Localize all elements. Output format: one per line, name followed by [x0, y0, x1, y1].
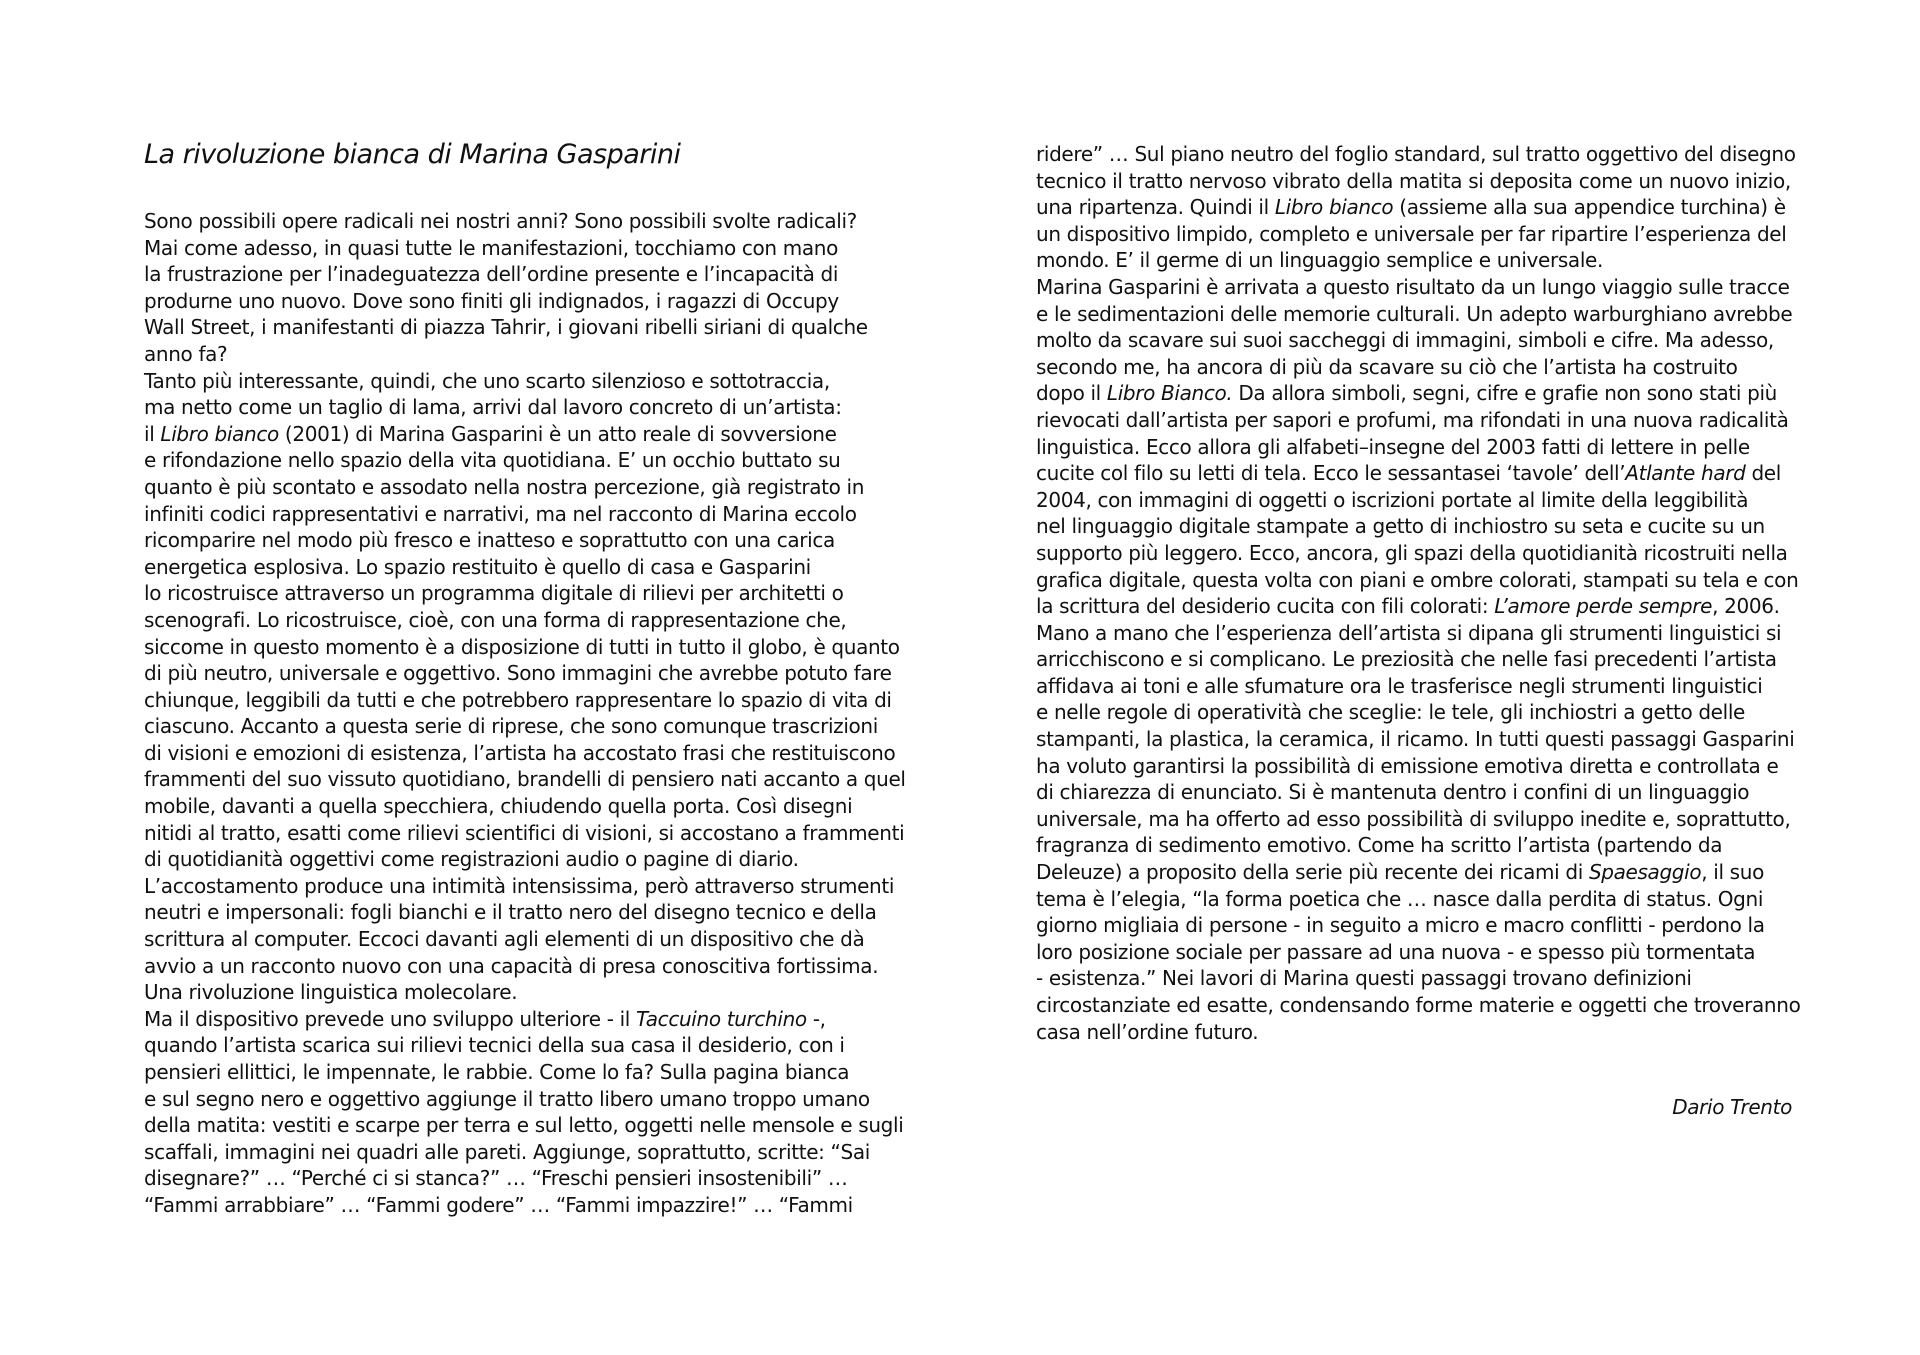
text-line: della matita: vestiti e scarpe per terra e sul letto, oggetti nelle mensole e sugli — [144, 1113, 904, 1138]
text-line: quanto è più scontato e assodato nella nostra percezione, già registrato in — [144, 474, 865, 499]
text-line: di visioni e emozioni di esistenza, l’artista ha accostato frasi che restituiscono — [144, 740, 896, 765]
text-line: loro posizione sociale per passare ad una nuova - e spesso più tormentata — [1036, 939, 1756, 964]
text-line: secondo me, ha ancora di più da scavare su ciò che l’artista ha costruito — [1036, 354, 1738, 379]
text-line: ha voluto garantirsi la possibilità di emissione emotiva diretta e controllata e — [1036, 753, 1779, 778]
text-line: pensieri ellittici, le impennate, le rabbie. Come lo fa? Sulla pagina bianca — [144, 1060, 850, 1084]
text-line: Una rivoluzione linguistica molecolare. — [144, 980, 518, 1005]
article-title: La rivoluzione bianca di Marina Gasparini — [144, 139, 681, 170]
text-line: molto da scavare sui suoi saccheggi di immagini, simboli e cifre. Ma adesso, — [1036, 328, 1774, 353]
text-line: affidava ai toni e alle sfumature ora le trasferisce negli strumenti linguistici — [1036, 673, 1763, 698]
text-line: universale, ma ha offerto ad esso possibilità di sviluppo inedite e, soprattutto, — [1036, 806, 1791, 831]
italic-title: Libro Bianco. — [1106, 381, 1233, 406]
text-line: energetica esplosiva. Lo spazio restituito è quello di casa e Gasparini — [144, 554, 811, 579]
text-line: Deleuze) a proposito della serie più recente dei ricami di Spaesaggio, il suo — [1036, 860, 1764, 885]
text-line: 2004, con immagini di oggetti o iscrizioni portate al limite della leggibilità — [1036, 487, 1749, 512]
text-line: dopo il Libro Bianco. Da allora simboli, segni, cifre e grafie non sono stati più — [1036, 381, 1777, 406]
italic-title: Libro bianco — [1274, 195, 1394, 220]
text-line: tema è l’elegia, “la forma poetica che … nasce dalla perdita di status. Ogni — [1036, 886, 1764, 911]
text-line: nel linguaggio digitale stampate a getto di inchiostro su seta e cucite su un — [1036, 514, 1765, 539]
text-line: Mai come adesso, in quasi tutte le manifestazioni, tocchiamo con mano — [144, 235, 838, 260]
text-line: mobile, davanti a quella specchiera, chiudendo quella porta. Così disegni — [144, 794, 853, 819]
text-line: casa nell’ordine futuro. — [1036, 1019, 1259, 1044]
text-line: di più neutro, universale e oggettivo. Sono immagini che avrebbe potuto fare — [144, 661, 892, 686]
text-line: cucite col filo su letti di tela. Ecco le sessantasei ‘tavole’ dell’Atlante hard del — [1036, 461, 1781, 486]
text-line: rievocati dall’artista per sapori e profumi, ma rifondati in una nuova radicalità — [1036, 407, 1789, 432]
text-line: neutri e impersonali: fogli bianchi e il tratto nero del disegno tecnico e della — [144, 900, 877, 925]
italic-title: Spaesaggio — [1588, 860, 1702, 885]
text-line: Mano a mano che l’esperienza dell’artista si dipana gli strumenti linguistici si — [1036, 620, 1782, 645]
text-line: frammenti del suo vissuto quotidiano, brandelli di pensiero nati accanto a quel — [144, 767, 906, 792]
author-signature: Dario Trento — [1672, 1095, 1792, 1119]
italic-title: Taccuino turchino — [636, 1006, 807, 1031]
text-line: il Libro bianco (2001) di Marina Gasparini è un atto reale di sovversione — [144, 421, 837, 446]
text-line: scenografi. Lo ricostruisce, cioè, con una forma di rappresentazione che, — [144, 607, 847, 632]
text-line: produrne uno nuovo. Dove sono finiti gli indignados, i ragazzi di Occupy — [144, 288, 839, 313]
text-line: lo ricostruisce attraverso un programma digitale di rilievi per architetti o — [144, 581, 844, 606]
text-line: scaffali, immagini nei quadri alle pareti. Aggiunge, soprattutto, scritte: “Sai — [144, 1139, 871, 1164]
text-line: di quotidianità oggettivi come registrazioni audio o pagine di diario. — [144, 847, 799, 872]
text-line: ridere” … Sul piano neutro del foglio standard, sul tratto oggettivo del disegno — [1036, 142, 1796, 166]
text-line: un dispositivo limpido, completo e universale per far ripartire l’esperienza del — [1036, 221, 1787, 246]
text-line: Sono possibili opere radicali nei nostri anni? Sono possibili svolte radicali? — [144, 209, 857, 233]
text-line: ricomparire nel modo più fresco e inatteso e soprattutto con una carica — [144, 528, 835, 553]
text-line: avvio a un racconto nuovo con una capacità di presa conoscitiva fortissima. — [144, 953, 879, 978]
italic-title: Libro bianco — [160, 421, 279, 446]
text-line: quando l’artista scarica sui rilievi tecnici della sua casa il desiderio, con i — [144, 1033, 845, 1058]
text-column-left — [144, 208, 924, 1219]
text-line: Tanto più interessante, quindi, che uno scarto silenzioso e sottotraccia, — [144, 368, 830, 393]
italic-title: Atlante hard — [1625, 461, 1746, 486]
text-line: nitidi al tratto, esatti come rilievi scientifici di visioni, si accostano a frammenti — [144, 820, 905, 845]
text-line: arricchiscono e si complicano. Le preziosità che nelle fasi precedenti l’artista — [1036, 647, 1777, 672]
text-line: e sul segno nero e oggettivo aggiunge il tratto libero umano troppo umano — [144, 1086, 870, 1111]
text-line: circostanziate ed esatte, condensando forme materie e oggetti che troveranno — [1036, 993, 1801, 1017]
text-line: ma netto come un taglio di lama, arrivi dal lavoro concreto di un’artista: — [144, 395, 842, 420]
text-line: chiunque, leggibili da tutti e che potrebbero rappresentare lo spazio di vita di — [144, 687, 892, 712]
text-line: L’accostamento produce una intimità intensissima, però attraverso strumenti — [144, 873, 895, 898]
text-line: mondo. E’ il germe di un linguaggio semplice e universale. — [1036, 248, 1604, 273]
text-line: ciascuno. Accanto a questa serie di riprese, che sono comunque trascrizioni — [144, 714, 878, 739]
text-line: e rifondazione nello spazio della vita quotidiana. E’ un occhio buttato su — [144, 448, 841, 473]
text-line: scrittura al computer. Eccoci davanti agli elementi di un dispositivo che dà — [144, 927, 865, 952]
text-line: la frustrazione per l’inadeguatezza dell’ordine presente e l’incapacità di — [144, 262, 839, 287]
text-line: “Fammi arrabbiare” … “Fammi godere” … “Fammi impazzire!” … “Fammi — [144, 1192, 853, 1217]
text-line: grafica digitale, questa volta con piani e ombre colorati, stampati su tela e con — [1036, 567, 1799, 592]
text-line: infiniti codici rappresentativi e narrativi, ma nel racconto di Marina eccolo — [144, 501, 857, 526]
text-line: stampanti, la plastica, la ceramica, il ricamo. In tutti questi passaggi Gasparini — [1036, 727, 1795, 752]
text-line: una ripartenza. Quindi il Libro bianco (assieme alla sua appendice turchina) è — [1036, 195, 1786, 220]
text-line: Ma il dispositivo prevede uno sviluppo ulteriore - il Taccuino turchino -, — [144, 1006, 826, 1031]
text-line: e le sedimentazioni delle memorie culturali. Un adepto warburghiano avrebbe — [1036, 301, 1793, 326]
text-line: fragranza di sedimento emotivo. Come ha scritto l’artista (partendo da — [1036, 833, 1723, 858]
text-line: tecnico il tratto nervoso vibrato della matita si deposita come un nuovo inizio, — [1036, 168, 1791, 193]
text-line: disegnare?” … “Perché ci si stanca?” … “Freschi pensieri insostenibili” … — [144, 1166, 848, 1191]
text-line: Wall Street, i manifestanti di piazza Tahrir, i giovani ribelli siriani di qualche — [144, 315, 868, 340]
text-line: linguistica. Ecco allora gli alfabeti–insegne del 2003 fatti di lettere in pelle — [1036, 434, 1750, 459]
text-line: siccome in questo momento è a disposizione di tutti in tutto il globo, è quanto — [144, 634, 900, 659]
text-column-right — [1036, 141, 1816, 1045]
text-line: di chiarezza di enunciato. Si è mantenuta dentro i confini di un linguaggio — [1036, 780, 1750, 805]
text-line: - esistenza.” Nei lavori di Marina questi passaggi trovano definizioni — [1036, 966, 1692, 991]
text-line: giorno migliaia di persone - in seguito a micro e macro conflitti - perdono la — [1036, 913, 1765, 938]
text-line: supporto più leggero. Ecco, ancora, gli spazi della quotidianità ricostruiti nella — [1036, 540, 1788, 565]
text-line: e nelle regole di operatività che sceglie: le tele, gli inchiostri a getto delle — [1036, 700, 1746, 725]
text-line: Marina Gasparini è arrivata a questo risultato da un lungo viaggio sulle tracce — [1036, 274, 1790, 299]
text-line: la scrittura del desiderio cucita con fili colorati: L’amore perde sempre, 2006. — [1036, 594, 1780, 619]
italic-title: L’amore perde sempre — [1494, 594, 1713, 619]
text-line: anno fa? — [144, 341, 228, 366]
